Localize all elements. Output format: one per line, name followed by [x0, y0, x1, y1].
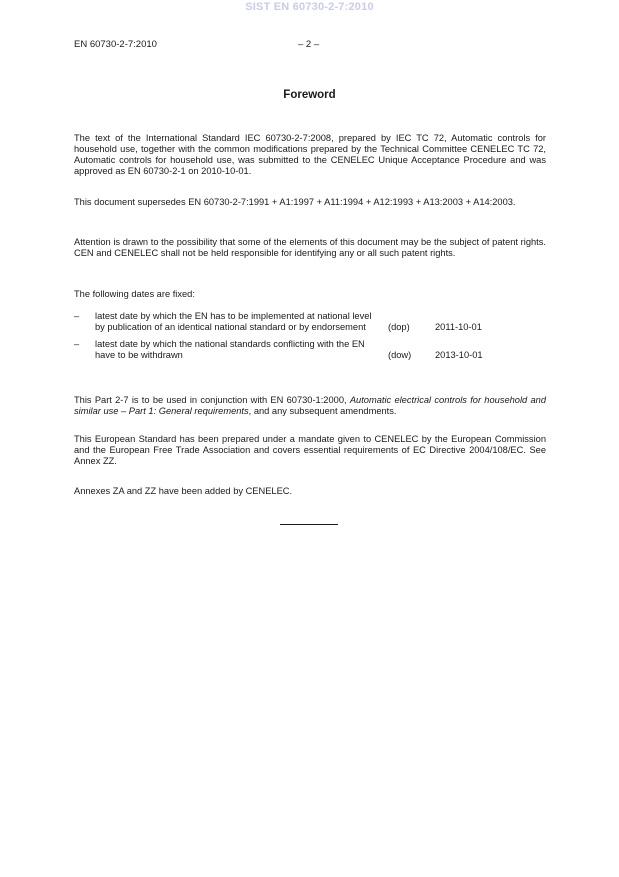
- part1-title: Automatic electrical controls for household and similar use – Part 1: General requirements: [74, 395, 546, 416]
- date-value: 2011-10-01: [435, 322, 482, 332]
- paragraph-iec-text: The text of the International Standard IEC 60730-2-7:2008, prepared by IEC TC 72, Automatic controls for household use, together with the common modifications prepared by the Technical Committee CENELEC TC 72, Automatic controls for household use, was submitted to the CENELEC Unique Acceptance Procedure and was approved as EN 60730-2-1 on 2010-10-01.: [74, 133, 546, 176]
- paragraph-annexes: Annexes ZA and ZZ have been added by CENELEC.: [74, 486, 293, 496]
- end-rule: [280, 524, 338, 525]
- watermark: SIST EN 60730-2-7:2010: [245, 1, 374, 13]
- paragraph-patent-rights: Attention is drawn to the possibility that some of the elements of this document may be the subject of patent rights. CEN and CENELEC shall not be held responsible for identifying any or all such patent rights.: [74, 237, 546, 258]
- paragraph-supersedes: This document supersedes EN 60730-2-7:1991 + A1:1997 + A11:1994 + A12:1993 + A13:2003 + A14:2003.: [74, 197, 516, 207]
- page-number: – 2 –: [298, 39, 320, 50]
- paragraph-dates-intro: The following dates are fixed:: [74, 289, 195, 299]
- part-usage-tail: , and any subsequent amendments.: [248, 406, 397, 416]
- dates-list: [74, 311, 546, 361]
- list-dash: –: [74, 311, 80, 321]
- date-row-dow: [74, 339, 546, 361]
- document-id: EN 60730-2-7:2010: [74, 39, 157, 50]
- date-description: latest date by which the EN has to be implemented at national level by publication of an identical national standard or by endorsement: [95, 311, 372, 332]
- date-abbreviation: (dop): [388, 322, 410, 332]
- date-row-dop: [74, 311, 546, 333]
- list-dash: –: [74, 339, 80, 349]
- date-description: latest date by which the national standards conflicting with the EN have to be withdrawn: [95, 339, 365, 360]
- page-header: [74, 39, 546, 53]
- part-usage-lead: This Part 2-7 is to be used in conjunction with EN 60730-1:2000,: [74, 395, 350, 405]
- date-value: 2013-10-01: [435, 350, 483, 360]
- paragraph-mandate: This European Standard has been prepared under a mandate given to CENELEC by the European Commission and the European Free Trade Association and covers essential requirements of EC Directive 2004/108/EC. See Annex ZZ.: [74, 434, 546, 466]
- paragraph-part-usage: [74, 395, 546, 417]
- date-abbreviation: (dow): [388, 350, 412, 360]
- page-title: Foreword: [283, 89, 336, 101]
